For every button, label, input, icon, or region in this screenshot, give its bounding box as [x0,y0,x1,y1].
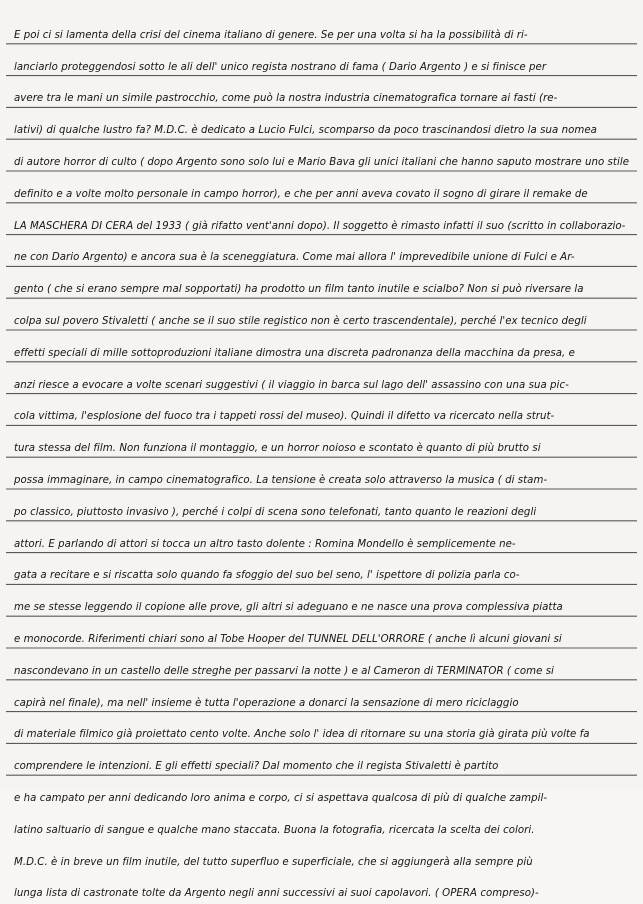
text-line-4: lativi) di qualche lustro fa? M.D.C. è dedicato a Lucio Fulci, scomparso da poco trascinandosi dietro la sua nomea [14,125,597,137]
text-line-9: gento ( che si erano sempre mal sopportati) ha prodotto un film tanto inutile e scialbo? Non si può riversare la [14,284,584,296]
text-line-19: me se stesse leggendo il copione alle prove, gli altri si adeguano e ne nasce una prova complessiva piatta [14,602,563,614]
text-line-13: cola vittima, l'esplosione del fuoco tra i tappeti rossi del museo). Quindi il difetto va ricercato nella strut- [14,411,555,423]
text-line-26: latino saltuario di sangue e qualche mano staccata. Buona la fotografia, ricercata la scelta dei colori. [14,824,535,836]
text-line-20: e monocorde. Riferimenti chiari sono al Tobe Hooper del TUNNEL DELL'ORRORE ( anche lì alcuni giovani si [14,633,562,645]
text-line-24: comprendere le intenzioni. E gli effetti speciali? Dal momento che il regista Stivaletti è partito [14,761,499,773]
text-line-17: attori. E parlando di attori si tocca un altro tasto dolente : Romina Mondello è semplicemente ne- [14,538,516,550]
text-line-28: lunga lista di castronate tolte da Argento negli anni successivi ai suoi capolavori. ( OPERA compreso)- [14,888,539,900]
text-line-12: anzi riesce a evocare a volte scenari suggestivi ( il viaggio in barca sul lago dell' assassino con una sua pic- [14,379,569,391]
handwritten-text-block [10,14,638,904]
text-line-6: definito e a volte molto personale in campo horror), e che per anni aveva covato il sogno di girare il remake de [14,188,588,200]
text-line-3: avere tra le mani un simile pastrocchio, come può la nostra industria cinematografica tornare ai fasti (re- [14,93,558,105]
text-line-27: M.D.C. è in breve un film inutile, del tutto superfluo e superficiale, che si aggiungerà alla sempre più [14,856,533,868]
text-line-7: LA MASCHERA DI CERA del 1933 ( già rifatto vent'anni dopo). Il soggetto è rimasto infatti il suo (scritto in collaborazio- [14,220,626,232]
text-line-1: E poi ci si lamenta della crisi del cinema italiano di genere. Se per una volta si ha la possibilità di ri- [14,29,528,41]
text-line-15: possa immaginare, in campo cinematografico. La tensione è creata solo attraverso la musica ( di stam- [14,474,548,486]
text-line-23: di materiale filmico già proiettato cento volte. Anche solo l' idea di ritornare su una storia già girata più volte fa [14,729,590,741]
text-line-5: di autore horror di culto ( dopo Argento sono solo lui e Mario Bava gli unici italiani che hanno saputo mostrare uno stile [14,156,630,168]
text-line-2: lanciarlo proteggendosi sotto le ali dell' unico regista nostrano di fama ( Dario Argento ) e si finisce per [14,61,547,73]
text-line-10: colpa sul povero Stivaletti ( anche se il suo stile registico non è certo trascendentale), perché l'ex tecnico degli [14,315,587,327]
text-line-25: e ha campato per anni dedicando loro anima e corpo, ci si aspettava qualcosa di più di qualche zampil- [14,792,548,804]
text-line-21: nascondevano in un castello delle streghe per passarvi la notte ) e al Cameron di TERMINATOR ( come si [14,665,554,677]
text-line-14: tura stessa del film. Non funziona il montaggio, e un horror noioso e scontato è quanto di più brutto si [14,443,541,455]
text-line-16: po classico, piuttosto invasivo ), perché i colpi di scena sono telefonati, tanto quanto le reazioni degli [14,506,537,518]
text-line-11: effetti speciali di mille sottoproduzioni italiane dimostra una discreta padronanza della macchina da presa, e [14,347,575,359]
text-line-8: ne con Dario Argento) e ancora sua è la sceneggiatura. Come mai allora l' imprevedibile unione di Fulci e Ar- [14,252,575,264]
text-line-22: capirà nel finale), ma nell' insieme è tutta l'operazione a donarci la sensazione di mero riciclaggio [14,697,519,709]
text-line-18: gata a recitare e si riscatta solo quando fa sfoggio del suo bel seno, l' ispettore di polizia parla co- [14,570,520,582]
